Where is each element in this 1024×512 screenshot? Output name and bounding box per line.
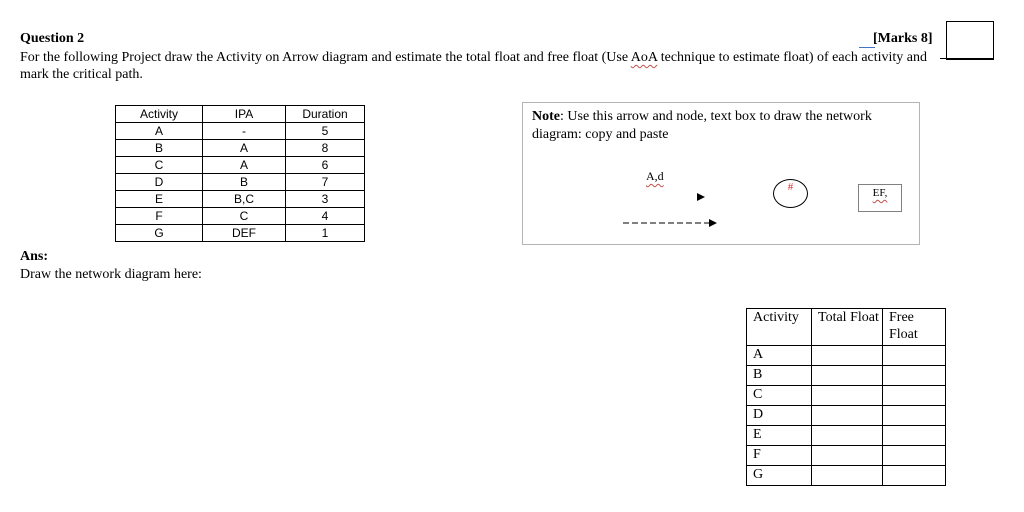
total-float-cell[interactable]	[812, 366, 883, 386]
activity-table-header-cell: Duration	[286, 106, 365, 123]
total-float-cell[interactable]	[812, 426, 883, 446]
table-row	[747, 346, 946, 366]
activity-table-header	[116, 106, 365, 123]
activity-table	[115, 105, 365, 242]
float-table-activity-cell: F	[747, 446, 812, 466]
free-float-cell[interactable]	[883, 366, 946, 386]
float-table-header-cell: Total Float	[812, 309, 883, 346]
float-table-activity-cell: A	[747, 346, 812, 366]
note-instruction: : Use this arrow and node, text box to draw the network diagram: copy and paste	[532, 109, 872, 142]
free-float-cell[interactable]	[883, 386, 946, 406]
table-row	[116, 174, 365, 191]
activity-table-header-cell: Activity	[116, 106, 203, 123]
activity-table-cell: B,C	[203, 191, 286, 208]
float-table-header-cell: Activity	[747, 309, 812, 346]
table-row	[116, 157, 365, 174]
activity-table-cell: G	[116, 225, 203, 242]
total-float-cell[interactable]	[812, 406, 883, 426]
float-table-activity-cell: C	[747, 386, 812, 406]
free-float-cell[interactable]	[883, 346, 946, 366]
free-float-cell[interactable]	[883, 426, 946, 446]
table-row	[747, 446, 946, 466]
total-float-cell[interactable]	[812, 386, 883, 406]
float-table-header-cell: Free Float	[883, 309, 946, 346]
total-float-cell[interactable]	[812, 446, 883, 466]
answer-label: Ans:	[20, 249, 49, 264]
note-text	[532, 108, 892, 144]
question-title: Question 2	[20, 31, 85, 46]
table-row	[116, 208, 365, 225]
total-float-cell[interactable]	[812, 346, 883, 366]
table-row	[747, 406, 946, 426]
activity-table-cell: A	[203, 157, 286, 174]
table-row	[116, 140, 365, 157]
float-table-activity-cell: D	[747, 406, 812, 426]
free-float-cell[interactable]	[883, 406, 946, 426]
activity-table-cell: C	[203, 208, 286, 225]
activity-table-cell: 3	[286, 191, 365, 208]
activity-table-cell: B	[203, 174, 286, 191]
activity-table-header-cell: IPA	[203, 106, 286, 123]
float-table-activity-cell: E	[747, 426, 812, 446]
float-table-header	[747, 309, 946, 346]
float-table	[746, 308, 946, 486]
event-node-label: #	[787, 181, 794, 193]
activity-table-cell: D	[116, 174, 203, 191]
question-text-flagged: AoA	[630, 50, 658, 65]
activity-table-cell: DEF	[203, 225, 286, 242]
answer-instruction: Draw the network diagram here:	[20, 267, 202, 282]
table-row	[116, 123, 365, 140]
marks-underline	[859, 47, 875, 48]
arrows-svg	[600, 185, 730, 235]
question-text	[20, 49, 950, 83]
total-float-cell[interactable]	[812, 466, 883, 486]
question-text-start: For the following Project draw the Activity on Arrow diagram and estimate the total float and free float (Use	[20, 50, 631, 65]
activity-table-cell: 4	[286, 208, 365, 225]
activity-table-cell: 6	[286, 157, 365, 174]
activity-table-cell: -	[203, 123, 286, 140]
activity-table-cell: A	[203, 140, 286, 157]
table-row	[747, 366, 946, 386]
activity-table-cell: 1	[286, 225, 365, 242]
activity-table-cell: E	[116, 191, 203, 208]
activity-table-cell: A	[116, 123, 203, 140]
ef-text-box-label: EF,	[872, 187, 888, 199]
activity-table-cell: 5	[286, 123, 365, 140]
free-float-cell[interactable]	[883, 466, 946, 486]
marks-entry-box[interactable]	[946, 21, 994, 60]
activity-table-cell: 8	[286, 140, 365, 157]
float-table-activity-cell: G	[747, 466, 812, 486]
table-row	[116, 191, 365, 208]
table-row	[116, 225, 365, 242]
question-text-end: technique to estimate float) of each activity and mark the critical path.	[20, 50, 928, 82]
activity-table-cell: B	[116, 140, 203, 157]
float-table-activity-cell: B	[747, 366, 812, 386]
arrow-label[interactable]: A,d	[646, 169, 664, 183]
table-row	[747, 466, 946, 486]
free-float-cell[interactable]	[883, 446, 946, 466]
table-row	[747, 426, 946, 446]
marks-label: [Marks 8]	[873, 31, 933, 46]
note-bold-label: Note	[532, 109, 560, 124]
activity-table-cell: F	[116, 208, 203, 225]
activity-table-cell: C	[116, 157, 203, 174]
activity-table-cell: 7	[286, 174, 365, 191]
table-row	[747, 386, 946, 406]
